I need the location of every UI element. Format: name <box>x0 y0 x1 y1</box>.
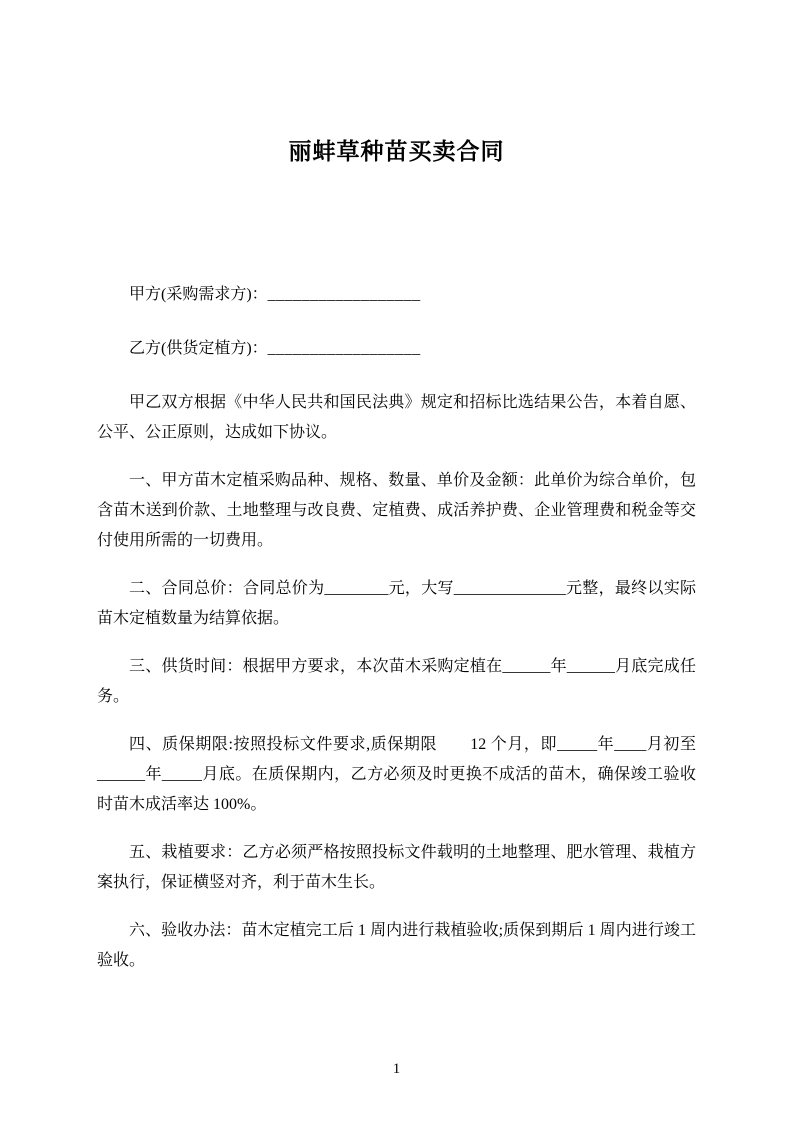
clause-3-delivery-time: 三、供货时间：根据甲方要求，本次苗木采购定植在______年______月底完成任务。 <box>97 657 696 705</box>
clause-2-total-price: 二、合同总价：合同总价为________元，大写______________元整，最终以实际苗木定植数量为结算依据。 <box>97 579 696 627</box>
party-b-blank: __________________ <box>267 339 421 357</box>
preamble-paragraph: 甲乙双方根据《中华人民共和国民法典》规定和招标比选结果公告，本着自愿、公平、公正原则，达成如下协议。 <box>97 393 696 441</box>
clause-6-acceptance-method: 六、验收办法：苗木定植完工后 1 周内进行栽植验收;质保到期后 1 周内进行竣工验收。 <box>97 921 696 969</box>
contract-body <box>97 280 696 976</box>
page-number: 1 <box>392 1061 401 1077</box>
clause-5-planting-requirements: 五、栽植要求：乙方必须严格按照投标文件载明的土地整理、肥水管理、栽植方案执行，保证横竖对齐，利于苗木生长。 <box>97 843 696 891</box>
clause-4-warranty-period: 四、质保期限:按照投标文件要求,质保期限 12 个月，即_____年____月初至______年_____月底。在质保期内，乙方必须及时更换不成活的苗木，确保竣工验收时苗木成活率达 100%。 <box>97 735 696 813</box>
party-a-line <box>97 280 696 310</box>
clause-1-purchase-scope: 一、甲方苗木定植采购品种、规格、数量、单价及金额：此单价为综合单价，包含苗木送到价款、土地整理与改良费、定植费、成活养护费、企业管理费和税金等交付使用所需的一切费用。 <box>97 471 696 549</box>
document-title: 丽蚌草种苗买卖合同 <box>288 139 505 165</box>
party-a-label: 甲方(采购需求方)： <box>129 285 268 303</box>
party-a-blank: __________________ <box>267 285 421 303</box>
party-b-line <box>97 334 696 364</box>
party-b-label: 乙方(供货定植方)： <box>129 339 268 357</box>
